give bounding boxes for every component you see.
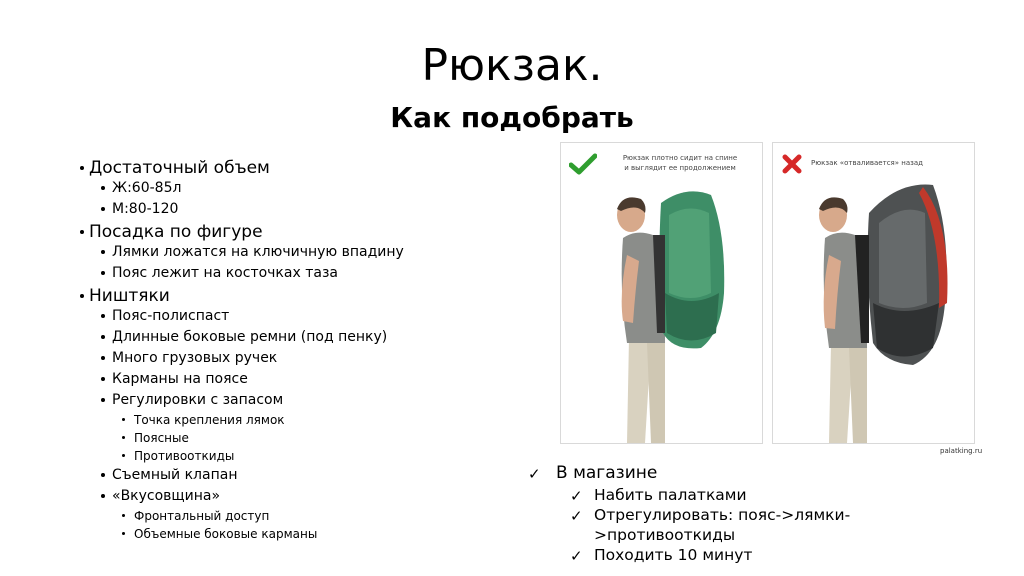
list-item-label: Ништяки — [89, 286, 170, 306]
list-item — [74, 263, 554, 284]
list-item — [74, 447, 554, 465]
image-credit: palatking.ru — [940, 447, 983, 455]
list-item-label: Много грузовых ручек — [112, 350, 278, 366]
list-item-label: Объемные боковые карманы — [134, 527, 318, 541]
checkmark-icon: ✓ — [570, 547, 583, 565]
list-item — [74, 220, 554, 242]
list-item — [74, 465, 554, 486]
bullet-icon — [122, 418, 125, 421]
bullet-icon — [101, 398, 105, 402]
photo-caption: Рюкзак «отваливается» назад — [811, 159, 923, 167]
bullet-icon — [80, 230, 84, 234]
bullet-icon — [101, 377, 105, 381]
list-item — [74, 486, 554, 507]
bullet-icon — [101, 186, 105, 190]
list-item — [74, 199, 554, 220]
list-item-label: Лямки ложатся на ключичную впадину — [112, 244, 404, 260]
bullet-icon — [101, 356, 105, 360]
hiker-with-grey-backpack-illustration — [773, 143, 974, 443]
photo-caption: Рюкзак плотно сидит на спине и выглядит ее продолжением — [622, 154, 738, 172]
list-item-label: Походить 10 минут — [594, 546, 753, 564]
list-item-label: Карманы на поясе — [112, 371, 248, 387]
list-item-label: Достаточный объем — [89, 158, 270, 178]
bullet-icon — [122, 436, 125, 439]
slide-title: Рюкзак. — [421, 40, 603, 91]
bullet-icon — [80, 294, 84, 298]
checkmark-icon: ✓ — [528, 465, 541, 483]
list-item — [74, 525, 554, 543]
list-item-label: Регулировки с запасом — [112, 392, 284, 408]
bullet-icon — [101, 271, 105, 275]
list-item — [74, 327, 554, 348]
checkmark-icon: ✓ — [570, 487, 583, 505]
photo-correct-fit — [560, 142, 763, 444]
list-item — [74, 411, 554, 429]
list-item-label: Поясные — [134, 431, 189, 445]
list-item — [528, 545, 928, 565]
bullet-icon — [101, 250, 105, 254]
bullet-icon — [101, 494, 105, 498]
list-item — [74, 178, 554, 199]
bullet-icon — [101, 335, 105, 339]
list-item-label: В магазине — [556, 463, 658, 483]
list-item — [74, 390, 554, 411]
list-item-label: М:80-120 — [112, 201, 179, 217]
bullet-icon — [122, 514, 125, 517]
bullet-icon — [122, 532, 125, 535]
list-item — [74, 242, 554, 263]
list-item-label: Длинные боковые ремни (под пенку) — [112, 329, 388, 345]
list-item — [528, 505, 928, 525]
slide-subtitle: Как подобрать — [390, 101, 634, 134]
list-item-label: Посадка по фигуре — [89, 222, 263, 242]
list-item-label: Съемный клапан — [112, 467, 238, 483]
list-item-label: >противооткиды — [594, 526, 736, 544]
bullet-icon — [101, 473, 105, 477]
list-item — [528, 485, 928, 505]
list-item-continuation — [528, 525, 928, 545]
photo-wrong-fit — [772, 142, 975, 444]
list-item — [528, 461, 928, 485]
list-item — [74, 156, 554, 178]
list-item — [74, 284, 554, 306]
list-item-label: Точка крепления лямок — [134, 413, 285, 427]
list-item — [74, 348, 554, 369]
bullet-icon — [101, 207, 105, 211]
bullet-icon — [122, 454, 125, 457]
list-item-label: Набить палатками — [594, 486, 747, 504]
list-item-label: Пояс лежит на косточках таза — [112, 265, 338, 281]
checklist — [528, 461, 928, 565]
list-item-label: Пояс-полиспаст — [112, 308, 230, 324]
bullet-icon — [101, 314, 105, 318]
list-item — [74, 306, 554, 327]
list-item — [74, 429, 554, 447]
list-item-label: Отрегулировать: пояс->лямки- — [594, 506, 851, 524]
hiker-with-green-backpack-illustration — [561, 143, 762, 443]
list-item-label: Противооткиды — [134, 449, 235, 463]
list-item — [74, 369, 554, 390]
bullet-icon — [80, 166, 84, 170]
list-item-label: Ж:60-85л — [112, 180, 182, 196]
checkmark-icon: ✓ — [570, 507, 583, 525]
list-item-label: Фронтальный доступ — [134, 509, 270, 523]
bullet-list — [74, 156, 554, 543]
list-item-label: «Вкусовщина» — [112, 488, 221, 504]
list-item — [74, 507, 554, 525]
